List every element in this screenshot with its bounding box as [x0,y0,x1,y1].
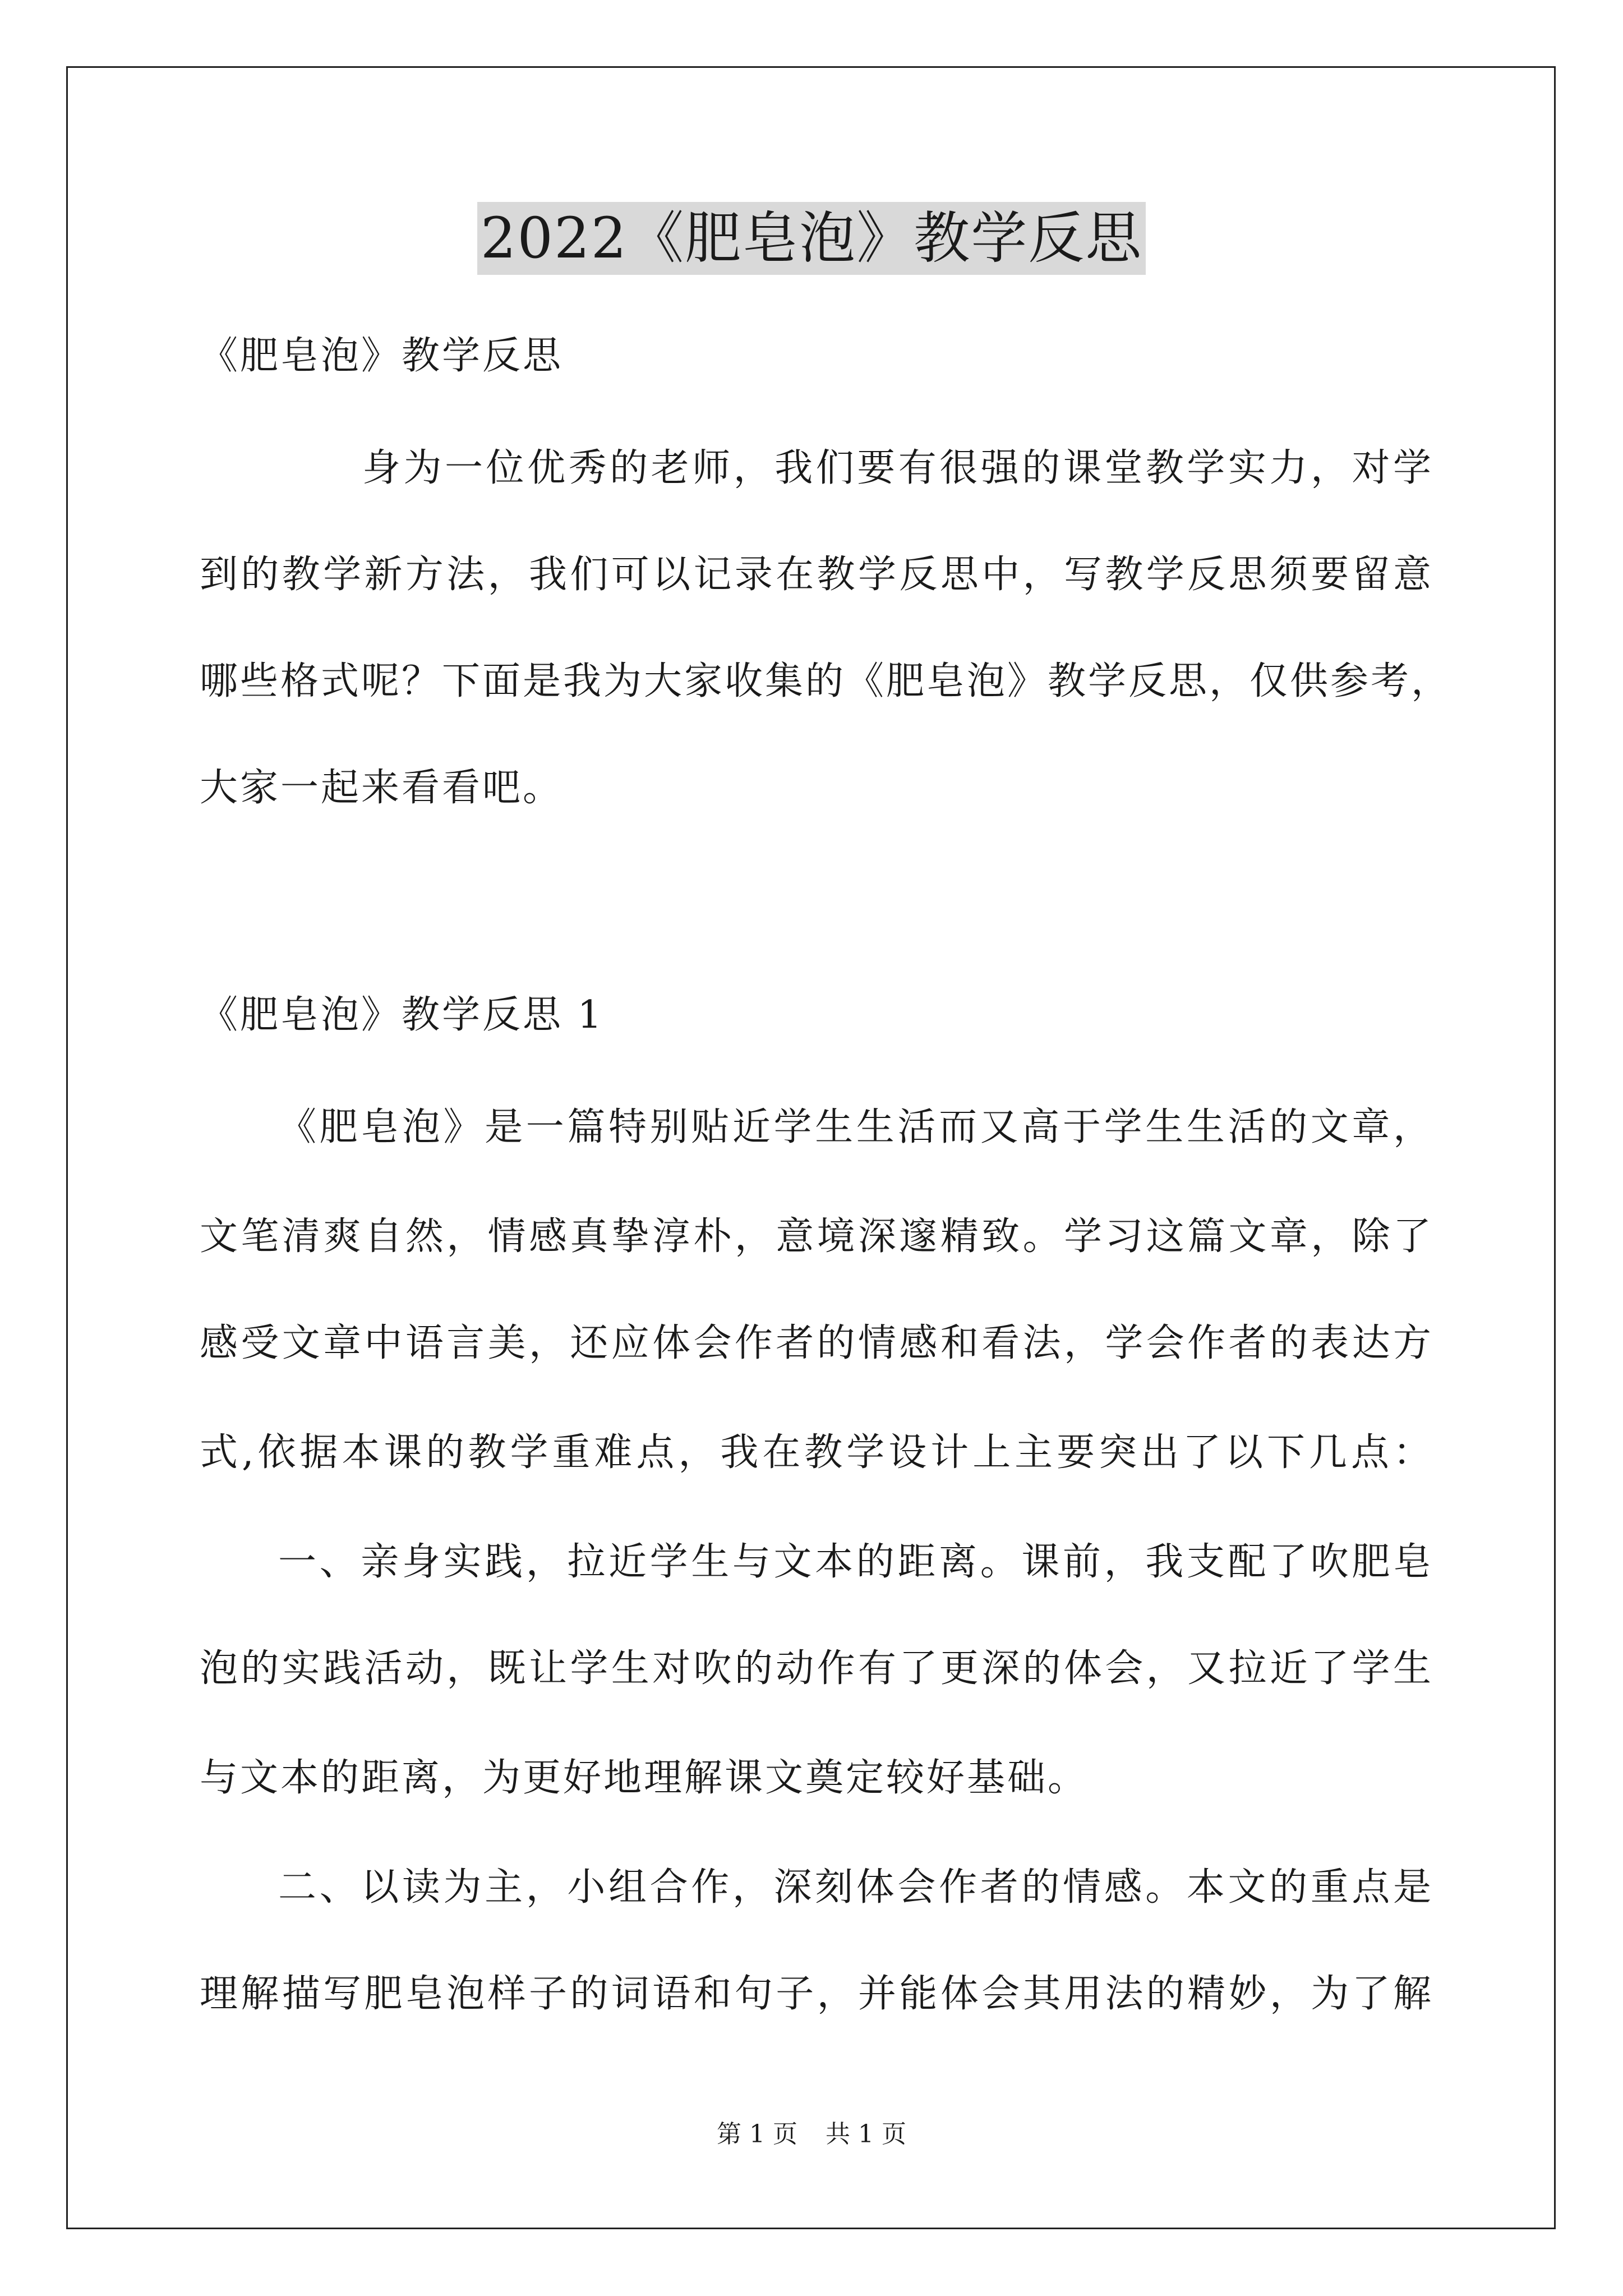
page-total: 共 1 页 [826,2120,906,2148]
paragraph-line: 大家一起来看看吧。 [200,766,564,810]
paragraph-line: 理解描写肥皂泡样子的词语和句子，并能体会其用法的精妙，为了解 [200,1972,1433,2016]
paragraph-line: 与文本的距离，为更好地理解课文奠定较好基础。 [200,1756,1089,1800]
paragraph-line: 感受文章中语言美，还应体会作者的情感和看法，学会作者的表达方 [200,1321,1433,1365]
page-number: 第 1 页 [717,2120,797,2148]
title-wrap [0,202,1623,275]
section-heading: 《肥皂泡》教学反思 1 [200,993,604,1037]
document-title: 2022《肥皂泡》教学反思 [477,202,1146,275]
paragraph-line: 一、亲身实践，拉近学生与文本的距离。课前，我支配了吹肥皂 [278,1540,1433,1584]
paragraph-line: 文笔清爽自然，情感真挚淳朴，意境深邃精致。学习这篇文章，除了 [200,1214,1433,1259]
section-heading: 《肥皂泡》教学反思 [200,334,564,378]
paragraph-line: 哪些格式呢？下面是我为大家收集的《肥皂泡》教学反思，仅供参考， [200,659,1452,703]
paragraph-line: 式,依据本课的教学重难点，我在教学设计上主要突出了以下几点： [200,1430,1433,1475]
paragraph-line: 身为一位优秀的老师，我们要有很强的课堂教学实力，对学 [362,446,1433,490]
paragraph-line: 泡的实践活动，既让学生对吹的动作有了更深的体会，又拉近了学生 [200,1646,1433,1691]
page-footer [0,2118,1623,2151]
paragraph-line: 到的教学新方法，我们可以记录在教学反思中，写教学反思须要留意 [200,553,1433,597]
paragraph-line: 《肥皂泡》是一篇特别贴近学生生活而又高于学生生活的文章， [278,1105,1433,1149]
paragraph-line: 二、以读为主，小组合作，深刻体会作者的情感。本文的重点是 [278,1865,1433,1910]
